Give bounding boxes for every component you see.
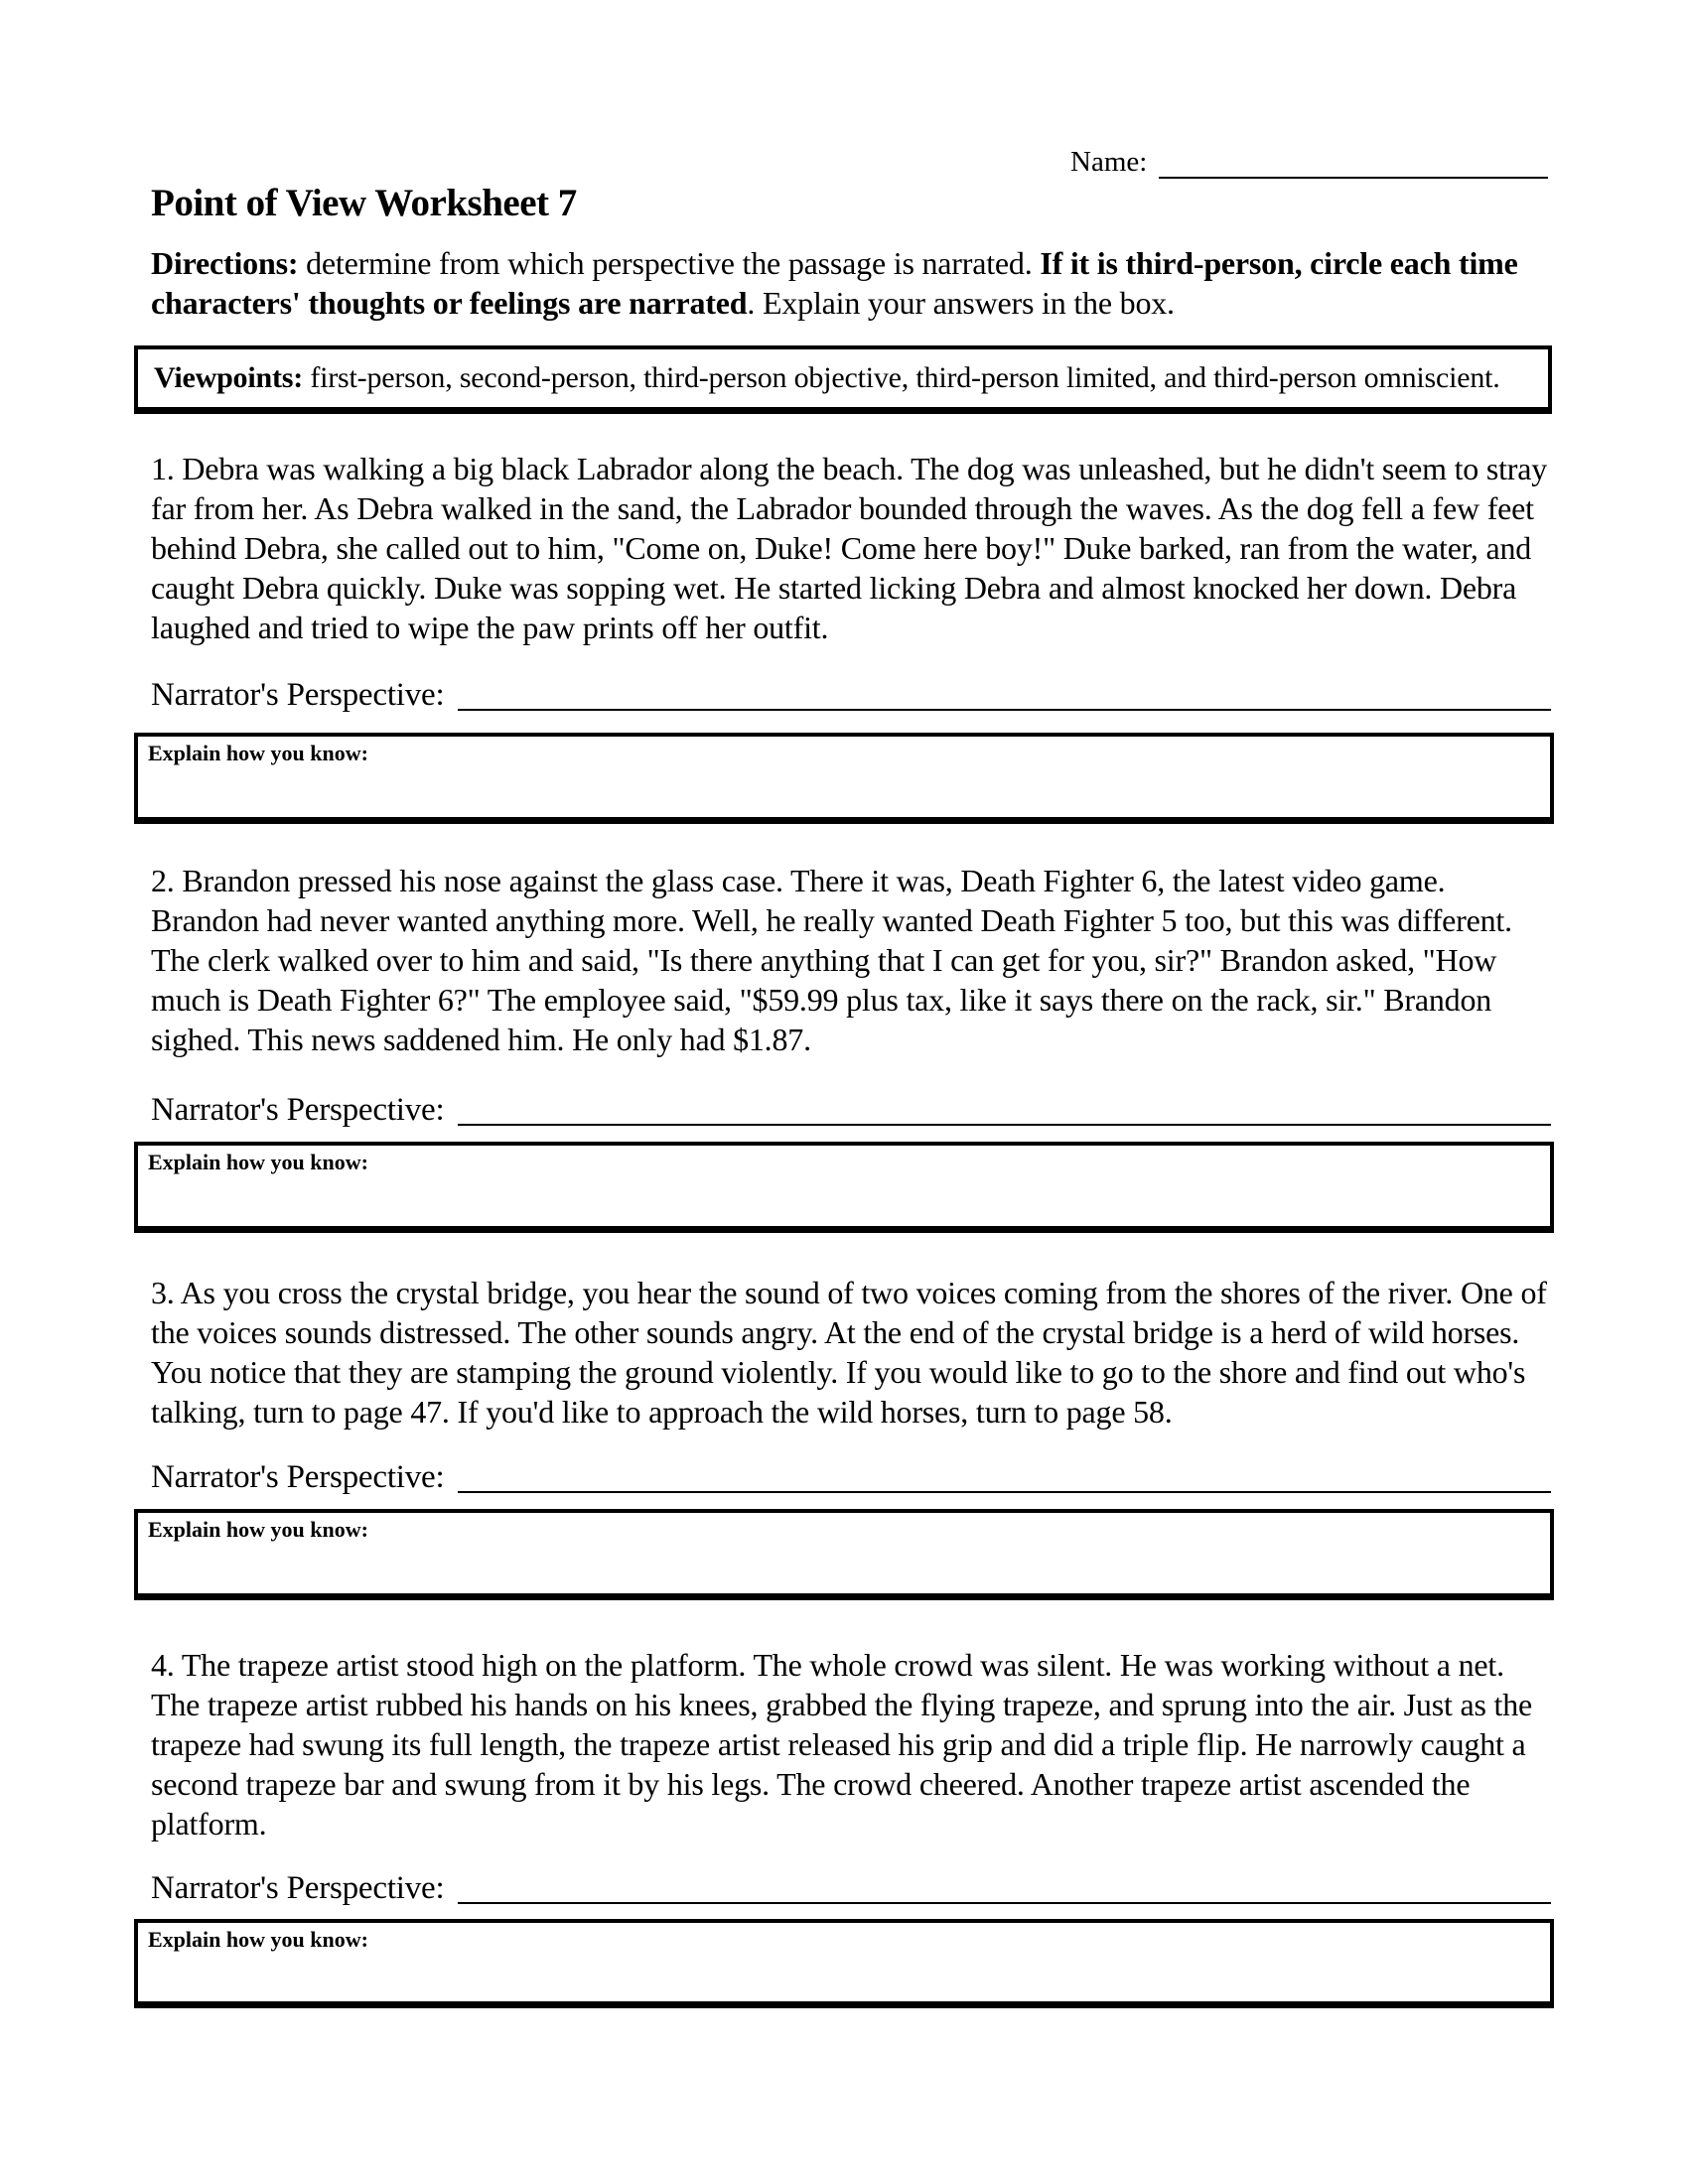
question-3-passage: 3. As you cross the crystal bridge, you hear the sound of two voices coming from the shores of the river. One of the voices sounds distressed. The other sounds angry. At the end of the crystal bridge is a herd of wild horses. You notice that they are stamping the ground violently. If you would like to go to the shore and find out who's talking, turn to page 47. If you'd like to approach the wild horses, turn to page 58. xyxy=(151,1275,1547,1430)
narrator-perspective-fill-line[interactable] xyxy=(458,675,1551,711)
question-4-explain-box[interactable] xyxy=(134,1919,1554,2008)
explain-box-label: Explain how you know: xyxy=(148,741,368,765)
narrator-perspective-label: Narrator's Perspective: xyxy=(151,677,445,713)
narrator-perspective-label: Narrator's Perspective: xyxy=(151,1870,445,1906)
explain-box-label: Explain how you know: xyxy=(148,1517,368,1542)
narrator-perspective-fill-line[interactable] xyxy=(458,1090,1551,1126)
explain-box-label: Explain how you know: xyxy=(148,1150,368,1174)
name-fill-line[interactable] xyxy=(1159,147,1548,179)
explain-box-label: Explain how you know: xyxy=(148,1927,368,1952)
viewpoints-box xyxy=(134,345,1552,414)
directions-bold-phrase: If it is third-person, circle each time characters' thoughts or feelings are narrated xyxy=(151,245,1518,321)
directions-paragraph xyxy=(151,243,1556,323)
name-label: Name: xyxy=(1070,146,1148,178)
question-3-narrator-row xyxy=(151,1457,1551,1497)
name-row xyxy=(1070,145,1548,179)
question-2-passage: 2. Brandon pressed his nose against the glass case. There it was, Death Fighter 6, the latest video game. Brandon had never wanted anything more. Well, he really wanted Death Fighter 5 too, but this was different. The clerk walked over to him and said, "Is there anything that I can get for you, sir?" Brandon asked, "How much is Death Fighter 6?" The employee said, "$59.99 plus tax, like it says there on the rack, sir." Brandon sighed. This news saddened him. He only had $1.87. xyxy=(151,863,1512,1057)
page-title: Point of View Worksheet 7 xyxy=(151,182,577,224)
narrator-perspective-fill-line[interactable] xyxy=(458,1868,1551,1904)
directions-text-1: determine from which perspective the passage is narrated. xyxy=(298,245,1041,281)
question-3-explain-box[interactable] xyxy=(134,1509,1554,1600)
narrator-perspective-fill-line[interactable] xyxy=(458,1457,1551,1493)
viewpoints-text: first-person, second-person, third-person objective, third-person limited, and third-person omniscient. xyxy=(303,361,1500,394)
viewpoints-label: Viewpoints: xyxy=(154,361,304,394)
directions-text-2: . Explain your answers in the box. xyxy=(747,285,1175,321)
question-4-narrator-row xyxy=(151,1868,1551,1908)
question-4-passage: 4. The trapeze artist stood high on the platform. The whole crowd was silent. He was working without a net. The trapeze artist rubbed his hands on his knees, grabbed the flying trapeze, and sprung into the air. Just as the trapeze had swung its full length, the trapeze artist released his grip and did a triple flip. He narrowly caught a second trapeze bar and swung from it by his legs. The crowd cheered. Another trapeze artist ascended the platform. xyxy=(151,1647,1533,1842)
question-1-narrator-row xyxy=(151,675,1551,715)
narrator-perspective-label: Narrator's Perspective: xyxy=(151,1459,445,1495)
question-2-narrator-row xyxy=(151,1090,1551,1130)
question-1-explain-box[interactable] xyxy=(134,733,1554,824)
question-1-passage: 1. Debra was walking a big black Labrador along the beach. The dog was unleashed, but he didn't seem to stray far from her. As Debra walked in the sand, the Labrador bounded through the waves. As the dog fell a few feet behind Debra, she called out to him, "Come on, Duke! Come here boy!" Duke barked, ran from the water, and caught Debra quickly. Duke was sopping wet. He started licking Debra and almost knocked her down. Debra laughed and tried to wipe the paw prints off her outfit. xyxy=(151,451,1548,645)
directions-label: Directions: xyxy=(151,245,299,281)
question-2-explain-box[interactable] xyxy=(134,1142,1554,1233)
narrator-perspective-label: Narrator's Perspective: xyxy=(151,1092,445,1128)
